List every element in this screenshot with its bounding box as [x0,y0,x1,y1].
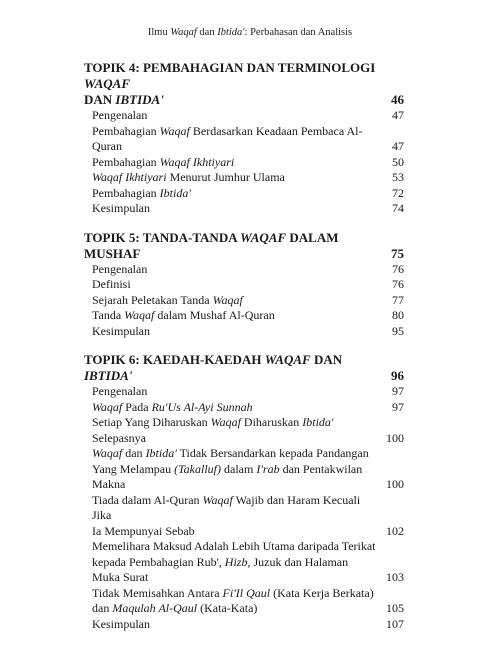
page-number: 53 [392,170,404,184]
toc-entry: Kesimpulan 95 [92,323,404,338]
toc-entry: Kesimpulan 107 [92,616,404,631]
toc-entry: Pengenalan 76 [92,261,404,276]
toc-entry: Waqaf dan Ibtida' Tidak Bersandarkan kepada Pandangan Yang Melampau (Takalluf) dalam I'rab dan Pentakwilan Makna 100 [92,446,404,491]
page-number: 74 [392,201,404,215]
toc-entry: Tidak Memisahkan Antara Fi'Il Qaul (Kata Kerja Berkata) dan Maqulah Al-Qaul (Kata-Kata) 105 [92,585,404,615]
page-number: 80 [392,308,404,322]
page-number: 47 [392,139,404,153]
page-number: 47 [392,108,404,122]
section-page-number: 75 [391,245,404,261]
toc-section-topic-5 [84,230,404,340]
page-number: 97 [392,399,404,414]
page-number: 107 [386,616,404,631]
toc-entry: Waqaf Ikhtiyari Menurut Jumhur Ulama 53 [92,170,404,184]
toc-entry: Kesimpulan 74 [92,201,404,215]
page-number: 76 [392,261,404,276]
page-number: 102 [386,523,404,538]
toc-entry: Pengenalan 97 [92,384,404,398]
toc-section-topic-6 [84,352,404,632]
running-head: Ilmu Waqaf dan Ibtida': Perbahasan dan Analisis [147,27,353,38]
toc-entry: Pembahagian Waqaf Ikhtiyari 50 [92,154,404,169]
page-number: 76 [392,277,404,291]
page-number: 97 [392,384,404,398]
toc-entry: Sejarah Peletakan Tanda Waqaf 77 [92,292,404,307]
page-number: 50 [392,154,404,169]
section-title: TOPIK 4: PEMBAHAGIAN DAN TERMINOLOGI WAQAF DAN IBTIDA' 46 [84,60,404,107]
toc-entry: Definisi 76 [92,277,404,291]
table-of-contents [84,60,404,645]
toc-entry: Pembahagian Ibtida' 72 [92,185,404,200]
page-number: 72 [392,185,404,200]
toc-entry: Setiap Yang Diharuskan Waqaf Diharuskan Ibtida' Selepasnya 100 [92,415,404,445]
section-title: TOPIK 5: TANDA-TANDA WAQAF DALAM MUSHAF 75 [84,229,404,261]
page-number: 100 [386,477,404,491]
page-number: 103 [386,570,404,584]
page-number: 105 [386,601,404,615]
toc-entry: Tanda Waqaf dalam Mushaf Al-Quran 80 [92,308,404,322]
toc-entry: Memelihara Maksud Adalah Lebih Utama daripada Terikat kepada Pembahagian Rub', Hizb, Juzuk dan Halaman Muka Surat 103 [92,539,404,584]
section-title: TOPIK 6: KAEDAH-KAEDAH WAQAF DAN IBTIDA' 96 [84,352,404,383]
toc-entry: Pengenalan 47 [92,108,404,122]
toc-entry: Waqaf Pada Ru'Us Al-Ayi Sunnah 97 [92,399,404,414]
section-page-number: 96 [391,368,404,383]
page-number: 77 [392,292,404,307]
section-page-number: 46 [391,92,404,107]
toc-entry: Tiada dalam Al-Quran Waqaf Wajib dan Haram Kecuali Jika Ia Mempunyai Sebab 102 [92,492,404,538]
page-number: 100 [386,430,404,445]
toc-section-topic-4 [84,60,404,217]
toc-entry: Pembahagian Waqaf Berdasarkan Keadaan Pembaca Al-Quran 47 [92,123,404,153]
page-number: 95 [392,323,404,338]
